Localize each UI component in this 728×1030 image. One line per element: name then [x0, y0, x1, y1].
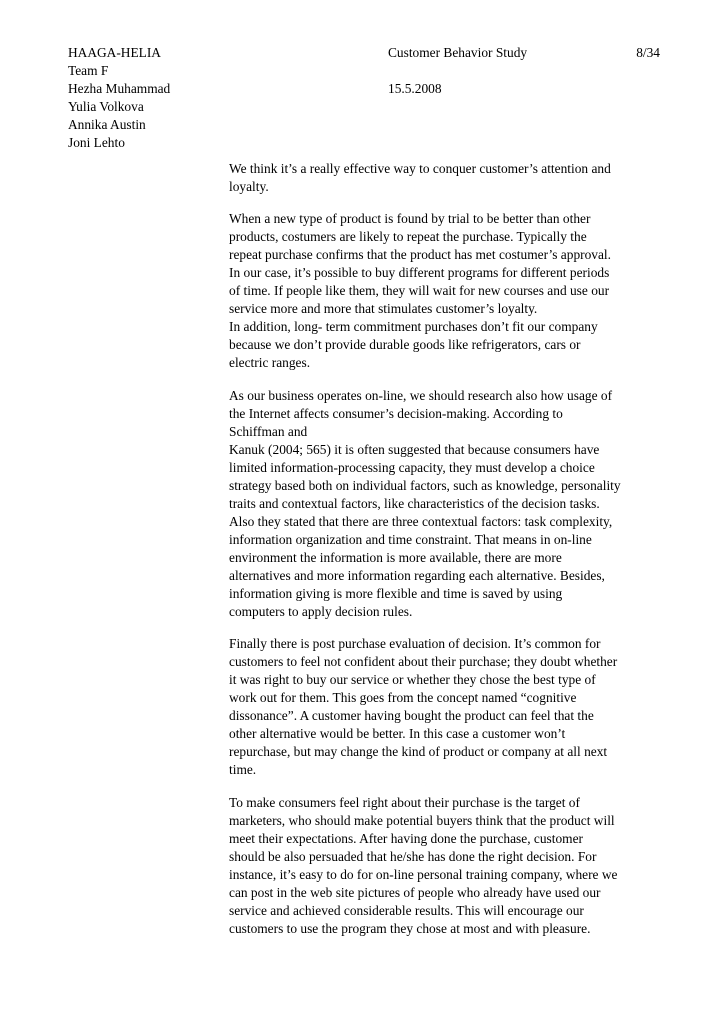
text-line: We think it’s a really effective way to conquer customer’s attention and [229, 161, 611, 176]
author-line: Yulia Volkova [68, 99, 144, 114]
text-line: Finally there is post purchase evaluation of decision. It’s common for [229, 636, 601, 652]
text-line: service more and more that stimulates customer’s loyalty. [229, 301, 538, 317]
text-line: Kanuk (2004; 565) it is often suggested that because consumers have [229, 441, 600, 457]
header-date: 15.5.2008 [388, 81, 442, 96]
text-line: When a new type of product is found by trial to be better than other [229, 211, 591, 227]
text-line: time. [229, 762, 257, 778]
text-line: instance, it’s easy to do for on-line personal training company, where we [229, 866, 618, 882]
author-line: Annika Austin [68, 117, 146, 132]
text-line: loyalty. [229, 179, 269, 195]
text-line: environment the information is more available, there are more [229, 549, 562, 565]
text-line: strategy based both on individual factors, such as knowledge, personality [229, 477, 621, 493]
text-line: limited information-processing capacity, they must develop a choice [229, 459, 595, 475]
text-line: traits and contextual factors, like characteristics of the decision tasks. [229, 495, 600, 511]
paragraph [229, 160, 669, 196]
text-line: Also they stated that there are three contextual factors: task complexity, [229, 513, 613, 529]
paragraph [229, 387, 669, 622]
text-line: In addition, long- term commitment purchases don’t fit our company [229, 319, 598, 335]
author-line: Hezha Muhammad [68, 81, 171, 96]
text-line: As our business operates on-line, we should research also how usage of [229, 387, 613, 403]
text-line: it was right to buy our service or whether they chose the best type of [229, 672, 596, 688]
text-line: because we don’t provide durable goods like refrigerators, cars or [229, 337, 581, 353]
text-line: In our case, it’s possible to buy different programs for different periods [229, 265, 610, 281]
text-line: of time. If people like them, they will wait for new courses and use our [229, 283, 610, 299]
header-page-number: 8/34 [636, 45, 660, 60]
text-line: products, costumers are likely to repeat the purchase. Typically the [229, 229, 587, 245]
text-line: Schiffman and [229, 423, 308, 439]
author-line: Joni Lehto [68, 135, 125, 150]
body-text [229, 160, 669, 952]
text-line: information giving is more flexible and time is saved by using [229, 586, 563, 602]
paragraph [229, 635, 669, 779]
paragraph [229, 794, 669, 938]
text-line: service and achieved considerable results. This will encourage our [229, 902, 584, 918]
text-line: can post in the web site pictures of people who already have used our [229, 884, 601, 900]
text-line: other alternative would be better. In this case a customer won’t [229, 726, 566, 742]
text-line: dissonance”. A customer having bought the product can feel that the [229, 708, 594, 724]
text-line: repeat purchase confirms that the product has met costumer’s approval. [229, 247, 611, 263]
text-line: work out for them. This goes from the concept named “cognitive [229, 690, 577, 706]
text-line: repurchase, but may change the kind of product or company at all next [229, 744, 608, 760]
text-line: computers to apply decision rules. [229, 604, 413, 620]
text-line: meet their expectations. After having done the purchase, customer [229, 830, 583, 846]
text-line: marketers, who should make potential buyers think that the product will [229, 812, 615, 828]
text-line: information organization and time constraint. That means in on-line [229, 531, 592, 547]
author-line: Team F [68, 63, 109, 78]
header-org: HAAGA-HELIA [68, 45, 161, 60]
text-line: alternatives and more information regarding each alternative. Besides, [229, 567, 605, 583]
header-title: Customer Behavior Study [388, 45, 528, 60]
text-line: the Internet affects consumer’s decision-making. According to [229, 405, 563, 421]
paragraph [229, 210, 669, 318]
text-line: should be also persuaded that he/she has done the right decision. For [229, 848, 597, 864]
text-line: electric ranges. [229, 355, 311, 371]
author-list [68, 62, 170, 152]
text-line: To make consumers feel right about their purchase is the target of [229, 794, 580, 810]
text-line: customers to feel not confident about their purchase; they doubt whether [229, 654, 618, 670]
paragraph [229, 318, 669, 372]
text-line: customers to use the program they chose at most and with pleasure. [229, 920, 591, 936]
